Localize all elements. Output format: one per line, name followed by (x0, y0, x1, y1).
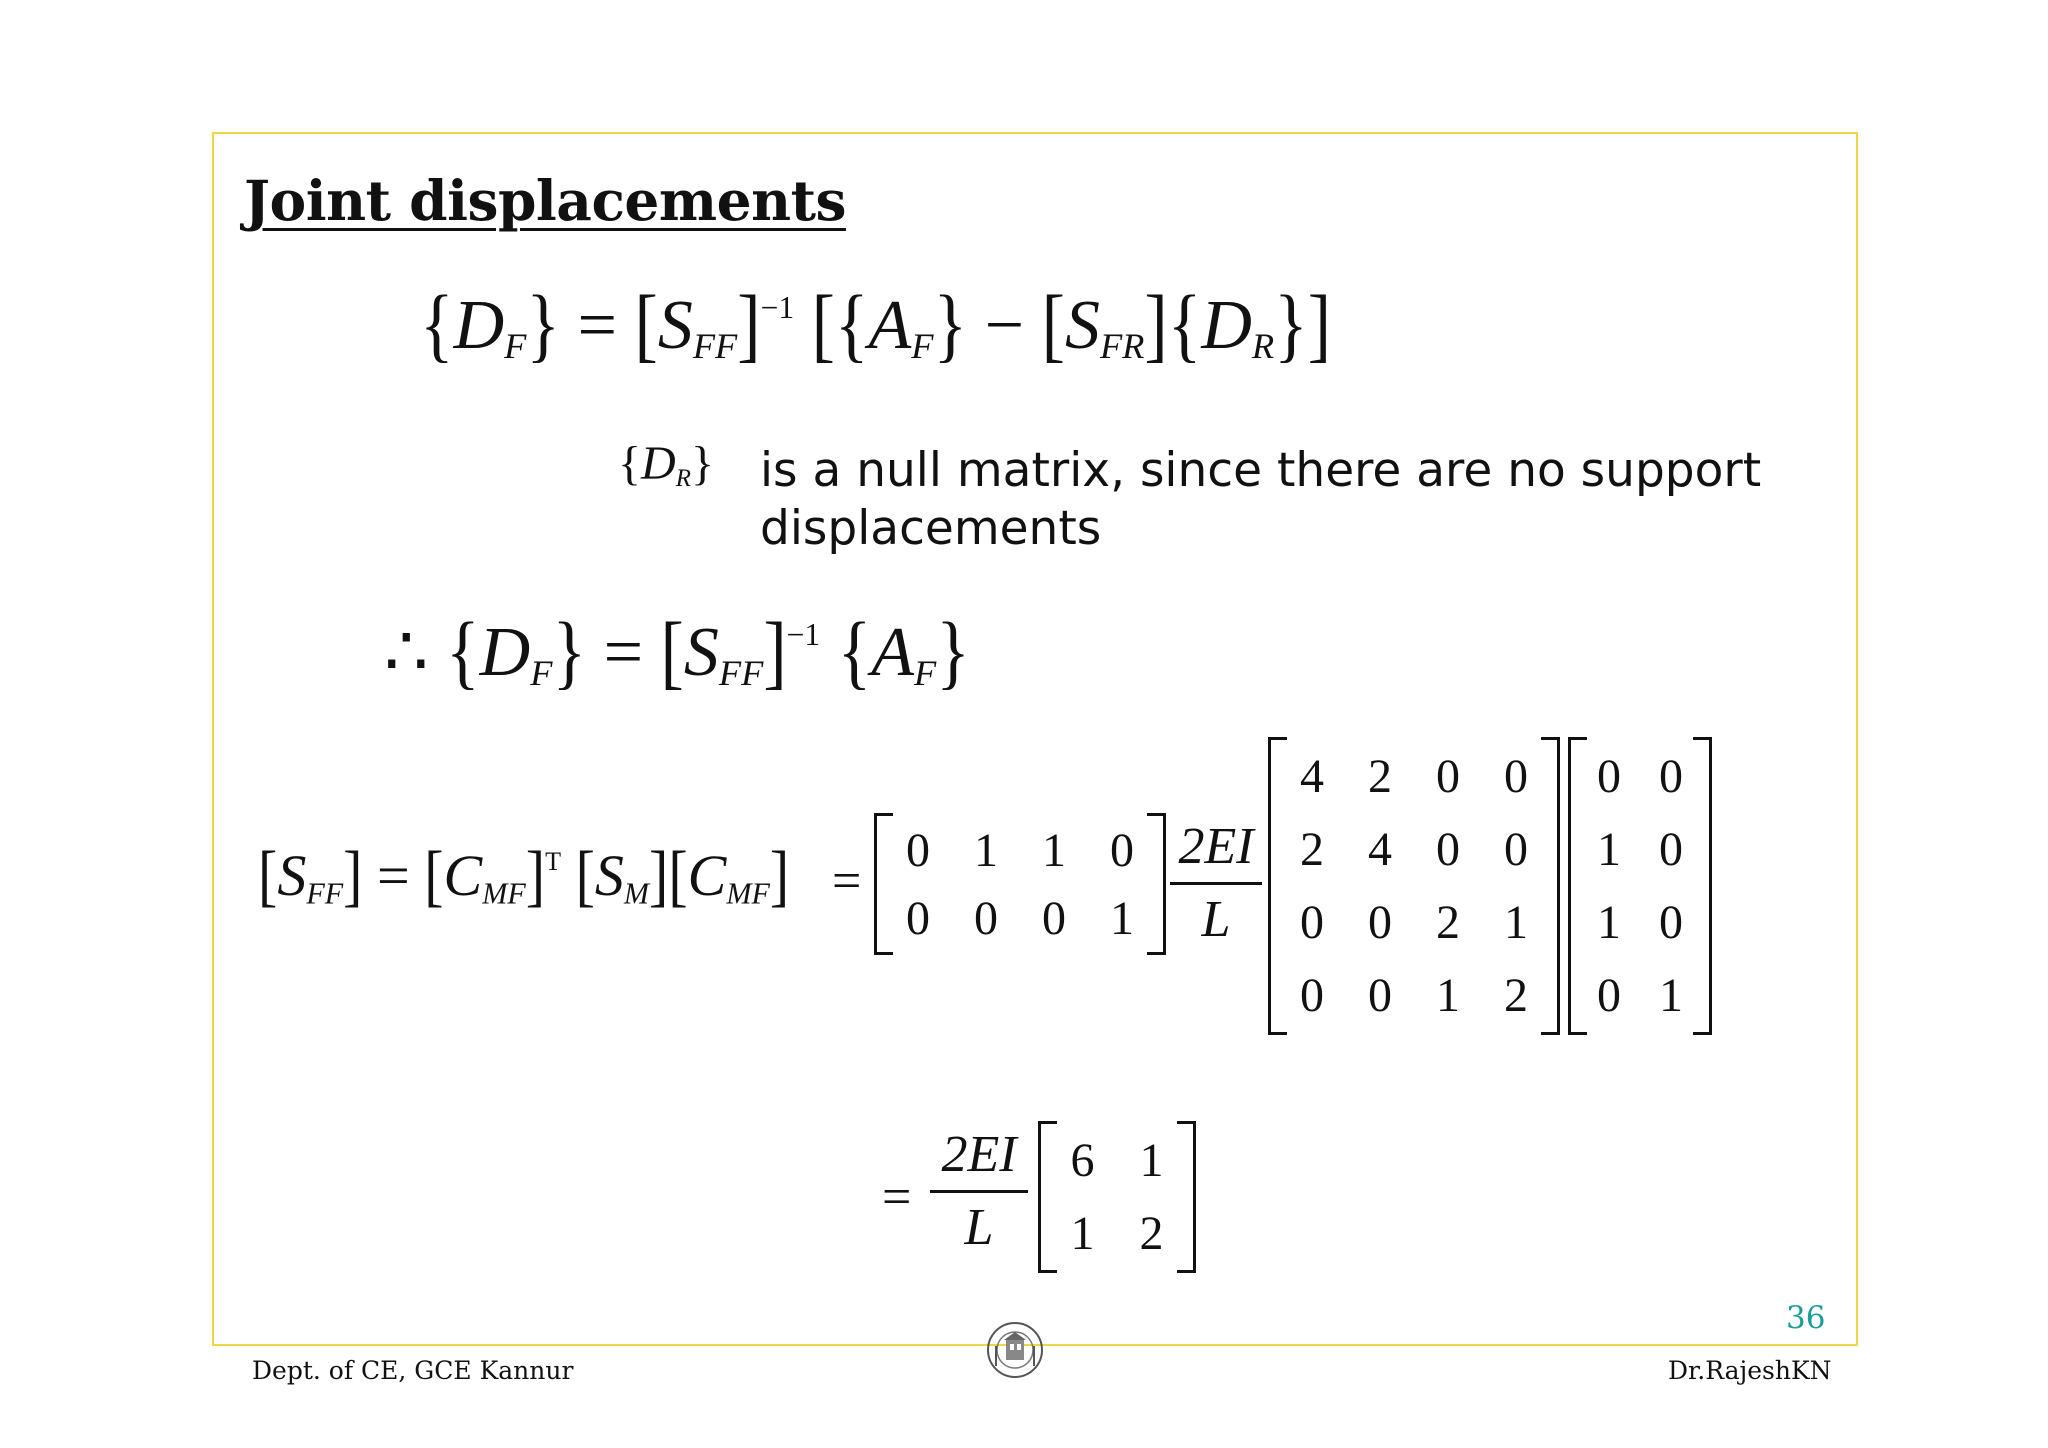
sm-cell: 4 (1368, 823, 1392, 876)
null-matrix-note-line2: displacements (760, 501, 1102, 556)
null-matrix-note (760, 442, 1761, 558)
cmf-matrix (1568, 740, 1712, 1032)
slide-title: Joint displacements (244, 168, 846, 233)
sm-cell: 2 (1300, 823, 1324, 876)
sm-cell: 0 (1300, 969, 1324, 1022)
result-cell: 6 (1070, 1134, 1095, 1187)
result-factor-denominator: L (964, 1199, 994, 1256)
footer-right: Dr.RajeshKN (1668, 1356, 1832, 1385)
sm-cell: 2 (1368, 750, 1392, 803)
result-matrix (1038, 1124, 1196, 1270)
cmf-transpose-cell: 0 (974, 891, 998, 945)
cmf-transpose-cell: 0 (1042, 891, 1066, 945)
sm-cell: 0 (1436, 750, 1460, 803)
cmf-cell: 0 (1659, 823, 1683, 876)
footer-left: Dept. of CE, GCE Kannur (252, 1356, 574, 1385)
equation-stiffness-lhs: $[S_{FF}] = [C_{MF}]^T$ $[S_M][C_{MF}]$ (258, 837, 790, 914)
cmf-cell: 1 (1597, 896, 1621, 949)
result-equals: = (882, 1169, 912, 1226)
result-cell: 1 (1070, 1207, 1095, 1260)
page-number: 36 (1786, 1300, 1826, 1336)
sm-cell: 4 (1300, 750, 1324, 803)
sm-cell: 2 (1436, 896, 1460, 949)
equation-joint-displacement: $\{D_F\} = [S_{FF}]^{-1}$ $[\{A_F\} - [S_{FR}]\{D_R\}]$ (420, 279, 1332, 371)
dr-symbol: $\{D_R\}$ (618, 437, 715, 492)
cmf-cell: 1 (1597, 823, 1621, 876)
result-cell: 1 (1139, 1134, 1164, 1187)
stiffness-factor (1170, 812, 1262, 955)
cmf-cell: 0 (1597, 969, 1621, 1022)
sm-matrix (1268, 740, 1560, 1032)
cmf-cell: 1 (1659, 969, 1683, 1022)
cmf-transpose-cell: 0 (1110, 823, 1134, 877)
cmf-transpose-cell: 0 (906, 823, 930, 877)
equals-sign: = (832, 853, 862, 910)
null-matrix-note-line1: is a null matrix, since there are no support (760, 443, 1762, 498)
sm-cell: 1 (1436, 969, 1460, 1022)
result-factor-numerator: 2EI (930, 1120, 1028, 1193)
sm-cell: 0 (1436, 823, 1460, 876)
cmf-transpose-cell: 1 (1042, 823, 1066, 877)
cmf-transpose-matrix (874, 816, 1166, 952)
cmf-transpose-cell: 1 (1110, 891, 1134, 945)
sm-cell: 0 (1504, 823, 1528, 876)
equation-reduced-displacement: ∴ $\{D_F\} = [S_{FF}]^{-1}$ $\{A_F\}$ (384, 606, 970, 698)
result-factor (930, 1120, 1028, 1263)
cmf-transpose-cell: 1 (974, 823, 998, 877)
cmf-cell: 0 (1659, 896, 1683, 949)
sm-cell: 0 (1368, 896, 1392, 949)
sm-cell: 0 (1368, 969, 1392, 1022)
result-cell: 2 (1139, 1207, 1164, 1260)
cmf-cell: 0 (1597, 750, 1621, 803)
sm-cell: 0 (1504, 750, 1528, 803)
sm-cell: 0 (1300, 896, 1324, 949)
cmf-transpose-cell: 0 (906, 891, 930, 945)
cmf-cell: 0 (1659, 750, 1683, 803)
sm-cell: 1 (1504, 896, 1528, 949)
college-logo-icon (984, 1316, 1046, 1388)
factor-denominator: L (1201, 891, 1231, 948)
sm-cell: 2 (1504, 969, 1528, 1022)
factor-numerator: 2EI (1170, 812, 1262, 885)
